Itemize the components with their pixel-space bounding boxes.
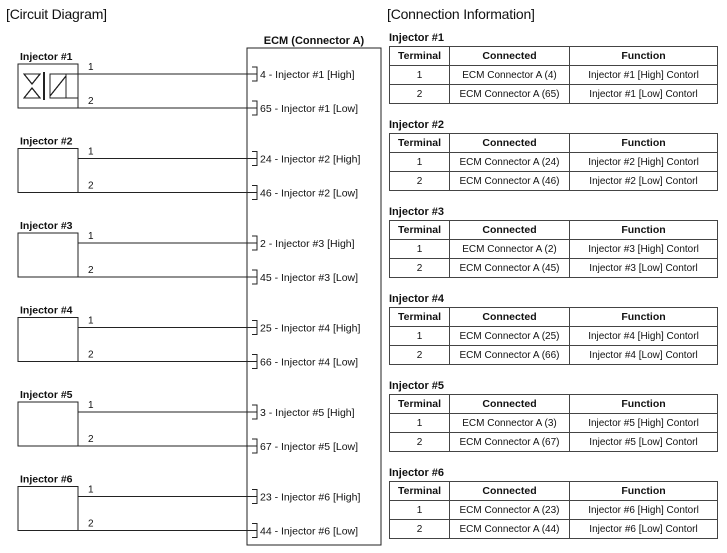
ecm-pin-label: 67 - Injector #5 [Low] [260, 441, 359, 453]
injector-title: Injector #3 [20, 220, 73, 232]
cell-terminal: 1 [390, 501, 450, 520]
ecm-pin-label: 3 - Injector #5 [High] [260, 407, 355, 419]
table-row [390, 85, 718, 104]
col-header-connected: Connected [450, 221, 570, 240]
pin-number: 1 [88, 146, 94, 158]
injector-title: Injector #4 [20, 304, 73, 317]
cell-function: Injector #5 [Low] Contorl [570, 433, 718, 452]
ecm-pin-label: 23 - Injector #6 [High] [260, 491, 361, 504]
injector-box [18, 149, 78, 193]
injector-symbol-icon [24, 72, 78, 100]
injector-2-circuit [18, 72, 360, 200]
col-header-terminal: Terminal [390, 482, 450, 501]
cell-terminal: 1 [390, 66, 450, 85]
pin-number: 2 [88, 518, 94, 530]
col-header-connected: Connected [450, 395, 570, 414]
col-header-connected: Connected [450, 308, 570, 327]
cell-terminal: 2 [390, 85, 450, 104]
pin-number: 2 [88, 265, 94, 276]
cell-terminal: 2 [390, 346, 450, 365]
table-row [390, 346, 718, 365]
connection-table [389, 133, 718, 191]
col-header-function: Function [570, 308, 718, 327]
table-row [390, 240, 718, 259]
injector-1-circuit [18, 51, 358, 115]
col-header-terminal: Terminal [390, 395, 450, 414]
cell-connected: ECM Connector A (65) [450, 85, 570, 104]
injector-5-connection-block [389, 379, 719, 452]
ecm-connector-box [247, 48, 381, 545]
ecm-pin-label: 65 - Injector #1 [Low] [260, 103, 359, 115]
connection-table [389, 46, 718, 104]
cell-function: Injector #2 [High] Contorl [570, 153, 718, 172]
injector-5-circuit [18, 72, 361, 453]
pin-number: 1 [88, 400, 94, 411]
cell-function: Injector #3 [High] Contorl [570, 240, 718, 259]
injector-title: Injector #1 [20, 51, 73, 63]
injector-box [18, 487, 78, 531]
connection-table [389, 307, 718, 365]
cell-connected: ECM Connector A (25) [450, 327, 570, 346]
table-header-row [390, 47, 718, 66]
cell-connected: ECM Connector A (23) [450, 501, 570, 520]
pin-number: 1 [88, 484, 94, 496]
connection-table [389, 481, 718, 539]
cell-connected: ECM Connector A (3) [450, 414, 570, 433]
connection-info-heading: [Connection Information] [387, 6, 535, 22]
cell-terminal: 2 [390, 520, 450, 539]
injector-title: Injector #2 [20, 135, 73, 148]
cell-function: Injector #2 [Low] Contorl [570, 172, 718, 191]
cell-function: Injector #4 [High] Contorl [570, 327, 718, 346]
ecm-pin-label: 4 - Injector #1 [High] [260, 69, 355, 81]
ecm-pin-label: 45 - Injector #3 [Low] [260, 272, 359, 284]
injector-2-connection-block [389, 118, 719, 191]
cell-connected: ECM Connector A (45) [450, 259, 570, 278]
table-header-row [390, 308, 718, 327]
col-header-function: Function [570, 482, 718, 501]
cell-terminal: 2 [390, 172, 450, 191]
col-header-function: Function [570, 395, 718, 414]
table-row [390, 327, 718, 346]
pin-number: 1 [88, 62, 94, 73]
injector-6-connection-block [389, 466, 719, 539]
cell-function: Injector #4 [Low] Contorl [570, 346, 718, 365]
injector-title: Injector #6 [20, 473, 73, 486]
cell-terminal: 1 [390, 327, 450, 346]
cell-function: Injector #6 [Low] Contorl [570, 520, 718, 539]
table-row [390, 520, 718, 539]
pin-number: 2 [88, 96, 94, 107]
cell-function: Injector #6 [High] Contorl [570, 501, 718, 520]
cell-terminal: 1 [390, 240, 450, 259]
connection-table [389, 394, 718, 452]
col-header-function: Function [570, 134, 718, 153]
ecm-pin-label: 25 - Injector #4 [High] [260, 322, 361, 335]
col-header-terminal: Terminal [390, 221, 450, 240]
cell-function: Injector #3 [Low] Contorl [570, 259, 718, 278]
col-header-function: Function [570, 221, 718, 240]
table-row [390, 259, 718, 278]
ecm-pin-label: 66 - Injector #4 [Low] [260, 356, 359, 369]
cell-connected: ECM Connector A (2) [450, 240, 570, 259]
cell-connected: ECM Connector A (67) [450, 433, 570, 452]
pin-number: 2 [88, 434, 94, 445]
table-row [390, 414, 718, 433]
connection-block-title: Injector #2 [389, 119, 445, 131]
cell-function: Injector #1 [High] Contorl [570, 66, 718, 85]
injector-3-connection-block [389, 205, 719, 278]
table-row [390, 66, 718, 85]
cell-connected: ECM Connector A (24) [450, 153, 570, 172]
table-header-row [390, 221, 718, 240]
col-header-connected: Connected [450, 47, 570, 66]
col-header-terminal: Terminal [390, 308, 450, 327]
injector-symbol-icon [24, 72, 78, 100]
injector-box [18, 318, 78, 362]
table-header-row [390, 134, 718, 153]
ecm-pin-label: 44 - Injector #6 [Low] [260, 525, 359, 538]
connection-table [389, 220, 718, 278]
cell-connected: ECM Connector A (4) [450, 66, 570, 85]
injector-box [18, 402, 78, 446]
col-header-connected: Connected [450, 134, 570, 153]
cell-function: Injector #5 [High] Contorl [570, 414, 718, 433]
injector-symbol-icon [24, 72, 78, 100]
injector-symbol-icon [24, 72, 78, 100]
ecm-connector-title: ECM (Connector A) [263, 35, 365, 47]
ecm-pin-label: 46 - Injector #2 [Low] [260, 187, 359, 200]
cell-connected: ECM Connector A (44) [450, 520, 570, 539]
table-row [390, 153, 718, 172]
cell-connected: ECM Connector A (46) [450, 172, 570, 191]
col-header-terminal: Terminal [390, 134, 450, 153]
col-header-terminal: Terminal [390, 47, 450, 66]
table-row [390, 433, 718, 452]
injector-title: Injector #5 [20, 389, 73, 401]
connection-block-title: Injector #6 [389, 467, 445, 479]
table-header-row [390, 482, 718, 501]
table-header-row [390, 395, 718, 414]
ecm-pin-label: 24 - Injector #2 [High] [260, 153, 361, 166]
pin-number: 2 [88, 349, 94, 361]
table-row [390, 172, 718, 191]
connection-block-title: Injector #3 [389, 206, 445, 218]
connection-block-title: Injector #5 [389, 380, 445, 392]
injector-symbol-icon [24, 72, 78, 100]
cell-terminal: 1 [390, 414, 450, 433]
injector-box [18, 233, 78, 277]
cell-terminal: 1 [390, 153, 450, 172]
cell-terminal: 2 [390, 259, 450, 278]
table-row [390, 501, 718, 520]
cell-terminal: 2 [390, 433, 450, 452]
connection-block-title: Injector #1 [389, 32, 445, 44]
cell-connected: ECM Connector A (66) [450, 346, 570, 365]
ecm-pin-label: 2 - Injector #3 [High] [260, 238, 355, 250]
injector-1-connection-block [389, 31, 719, 104]
pin-number: 1 [88, 315, 94, 327]
col-header-connected: Connected [450, 482, 570, 501]
connection-block-title: Injector #4 [389, 293, 445, 305]
pin-number: 2 [88, 180, 94, 192]
cell-function: Injector #1 [Low] Contorl [570, 85, 718, 104]
injector-box [18, 64, 78, 108]
pin-number: 1 [88, 231, 94, 242]
col-header-function: Function [570, 47, 718, 66]
circuit-diagram-heading: [Circuit Diagram] [6, 6, 107, 22]
injector-4-connection-block [389, 292, 719, 365]
injector-symbol-icon [24, 72, 78, 100]
